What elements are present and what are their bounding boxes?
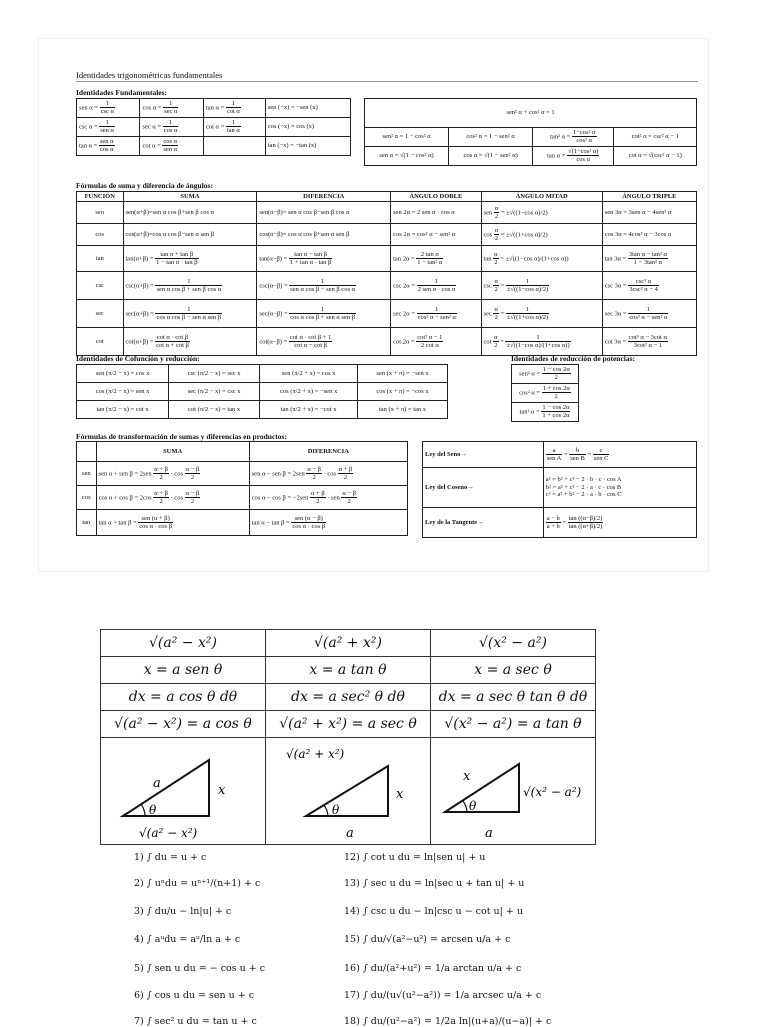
col-diferencia: DIFERENCIA <box>257 192 391 202</box>
tri1-hyp: a <box>153 776 161 791</box>
integral-left-7: 7) ∫ sec² u du = tan u + c <box>134 1016 257 1027</box>
fundamental-table: sen α = 1 csc α cos α = 1 sec α tan α = $\frac{1}{\text{cot α}}$ sen (−x) = −sen (x) csc α = 1 sen α sec α = $\frac{1}{\text{cos α}}$ cot α = $\frac{1}{\text{tan α}}$ cos (−x) = cos (x) tan α = sen α cos α cot α = cos α sen α tan (−x) = −tan (x) <box>76 98 351 156</box>
integral-left-5: 5) ∫ sen u du = − cos u + c <box>134 963 266 974</box>
law-coseno: Ley del Coseno→ <box>423 468 544 508</box>
integral-right-15: 15) ∫ du/√(a²−u²) = arcsen u/a + c <box>344 934 511 945</box>
triangle-diagram-1 <box>101 738 266 844</box>
fn-cot: cot <box>77 328 124 356</box>
law-tangente: Ley de la Tangente→ <box>423 508 544 538</box>
sub-dx-2: dx = a sec² θ dθ <box>265 684 430 711</box>
prod-col-diferencia: DIFERENCIA <box>249 442 407 462</box>
pow-title: Identidades de reducción de potencias: <box>511 354 636 363</box>
sub-result-2: √(a² + x²) = a sec θ <box>265 711 430 738</box>
sub-header-2: √(a² + x²) <box>265 630 430 657</box>
title-rule <box>76 81 698 82</box>
sheet-title: Identidades trigonométricas fundamentales <box>76 70 223 80</box>
integral-right-12: 12) ∫ cot u du = ln|sen u| + u <box>344 852 486 863</box>
fund-title: Identidades Fundamentales: <box>76 88 168 97</box>
sub-header-3: √(x² − a²) <box>430 630 595 657</box>
pyth-main: sen² α + cos² α = 1 <box>365 99 697 128</box>
sum-title: Fórmulas de suma y diferencia de ángulos: <box>76 181 213 190</box>
sub-result-1: √(a² − x²) = a cos θ <box>101 711 266 738</box>
col-suma: SUMA <box>123 192 257 202</box>
integral-right-17: 17) ∫ du/(u√(u²−a²)) = 1/a arcsec u/a + c <box>344 990 542 1001</box>
sub-dx-1: dx = a cos θ dθ <box>101 684 266 711</box>
sub-header-1: √(a² − x²) <box>101 630 266 657</box>
prod-col-suma: SUMA <box>96 442 249 462</box>
prod-row-tan: tan <box>77 510 97 536</box>
tri3-hyp: x <box>462 769 471 784</box>
cof-title: Identidades de Cofunción y reducción: <box>76 354 200 363</box>
integral-right-18: 18) ∫ du/(u²−a²) = 1/2a ln|(u+a)/(u−a)| + c <box>344 1016 552 1027</box>
integral-left-6: 6) ∫ cos u du = sen u + c <box>134 990 255 1001</box>
integral-left-2: 2) ∫ uⁿdu = uⁿ⁺¹/(n+1) + c <box>134 878 261 889</box>
sub-x-2: x = a tan θ <box>265 657 430 684</box>
cofunction-table: sen (π/2 − x) = cos x csc (π/2 − x) = sec x sen (π/2 + x) = cos x sen (x + π) = −sen x cos (π/2 − x) = sen x sec (π/2 − x) = csc x cos (π/2 + x) = −sen x cos (x + π) = −cos x tan (π/2 − x) = cot x cot (π/2 − x) = tan x tan (π/2 + x) = −cot x tan (x + π) = tan x <box>76 364 448 419</box>
prod-row-cos: cos <box>77 486 97 510</box>
triangle-diagram-3 <box>431 738 596 844</box>
col-mitad: ÁNGULO MITAD <box>481 192 602 202</box>
integral-formulas <box>134 852 634 1027</box>
triangle-cell-1 <box>101 738 266 845</box>
tri3-adj: a <box>484 826 493 841</box>
trig-substitution-table <box>100 629 596 845</box>
tri2-opp: x <box>395 787 404 802</box>
integral-right-14: 14) ∫ csc u du − ln|csc u − cot u| + u <box>344 906 523 917</box>
col-funcion: FUNCIÓN <box>77 192 124 202</box>
tri1-angle: θ <box>149 803 157 817</box>
fn-cos: cos <box>77 224 124 246</box>
tri1-opp: x <box>218 783 226 798</box>
tri3-angle: θ <box>468 799 477 813</box>
integral-right-16: 16) ∫ du/(a²+u²) = 1/a arctan u/a + c <box>344 963 522 974</box>
tri2-angle: θ <box>331 803 340 817</box>
tri1-adj: √(a² − x²) <box>139 826 198 840</box>
tri3-opp: √(x² − a²) <box>522 785 582 799</box>
col-doble: ÁNGULO DOBLE <box>391 192 481 202</box>
triangle-diagram-2 <box>266 738 431 844</box>
fn-sen: sen <box>77 202 124 224</box>
triangle-cell-2 <box>265 738 430 845</box>
sub-dx-3: dx = a sec θ tan θ dθ <box>430 684 595 711</box>
fn-tan: tan <box>77 246 124 272</box>
tri2-adj: a <box>345 826 354 841</box>
product-table: SUMA DIFERENCIA sen sen α + sen β = 2sen $\frac{\alpha + \beta}{2}$ · cos $\frac{\alpha - \beta}{2}$ sen α − sen β = 2sen $\frac{\alpha - \beta}{2}$ · cos $\frac{\alpha + \beta}{2}$ cos cos α + cos β = 2cos $\frac{\alpha + \beta}{2}$ · cos $\frac{\alpha - \beta}{2}$ cos α − cos β = −2sen $\frac{\alpha + \beta}{2}$ · sen $\frac{\alpha - \beta}{2}$ tan tan α + tan β = sen (α + β) cos α · cos β tan α − tan β = sen (α − β) cos α · cos β <box>76 441 408 536</box>
sub-x-1: x = a sen θ <box>101 657 266 684</box>
pythagorean-table: sen² α + cos² α = 1 sen² α = 1 − cos² α cos² α = 1 − sen² α tan² α = $\frac{\text{1−cos² α}}{\text{cos² α}}$ cot² α = csc² α − 1 sen α = √(1 − cos² α) cos α = √(1 − sen² α) tan α = $\frac{\text{√(1−cos² α)}}{\text{cos α}}$ cot α = √(csc² α − 1) <box>364 98 697 166</box>
sub-x-3: x = a sec θ <box>430 657 595 684</box>
fn-sec: sec <box>77 300 124 328</box>
laws-table: Ley del Seno→ a sen A = b sen B = c sen C Ley del Coseno→ a² = b² + c² − 2 · b · c · cos A b² = a² + c² − 2 · a · c · cos B c² = a² + b² − 2 · a · b · cos C Ley de la Tangente→ $\frac{a - b}{a + b}$ = $\frac{\tan ((\alpha-\beta)/2)}{\tan ((\alpha+\beta)/2)}$ <box>422 441 697 538</box>
integral-left-4: 4) ∫ aᵘdu = aᵘ/ln a + c <box>134 934 241 945</box>
tri2-hyp: √(a² + x²) <box>285 747 345 761</box>
sub-result-3: √(x² − a²) = a tan θ <box>430 711 595 738</box>
col-triple: ÁNGULO TRIPLE <box>602 192 696 202</box>
integral-left-1: 1) ∫ du = u + c <box>134 852 207 863</box>
triangle-cell-3 <box>430 738 595 845</box>
power-reduction-table: sen² α = $\frac{1 - \cos 2\alpha}{2}$ cos² α = $\frac{1 + \cos 2\alpha}{2}$ tan² α = $\frac{1 - \cos 2\alpha}{1 + \cos 2\alpha}$ <box>511 364 579 422</box>
law-seno: Ley del Seno→ <box>423 442 544 468</box>
prod-row-sen: sen <box>77 462 97 486</box>
integral-left-3: 3) ∫ du/u − ln|u| + c <box>134 906 232 917</box>
sum-difference-table: FUNCIÓN SUMA DIFERENCIA ÁNGULO DOBLE ÁNGULO MITAD ÁNGULO TRIPLE sen sen(α+β)=sen α cos β+sen β cos α sen(α−β)= sen α cos β−sen β cos α sen 2α = 2 sen α · cos α sen $\frac{\alpha}{2}$ = ±√((1−cos α)/2) sen 3α = 3sen α − 4sen³ α cos cos(α+β)=cos α cos β−sen α sen β cos(α−β)= cos α cos β+sen α sen β cos 2α = cos² α − sen² α cos $\frac{\alpha}{2}$ = ±√((1+cos α)/2) cos 3α = 4cos³ α − 3cos α tan tan(α+β) = $\frac{\text{tan α + tan β}}{\text{1 − tan α · tan β}}$ tan(α−β) = $\frac{\text{tan α − tan β}}{\text{1 + tan α · tan β}}$ tan 2α = $\frac{\text{2 tan α}}{\text{1 − tan² α}}$ tan $\frac{\alpha}{2}$ = ±√((1−cos α)/(1+cos α)) tan 3α = $\frac{\text{3tan α − tan³ α}}{\text{1 − 3tan² α}}$ csc csc(α+β) = 1 sen α cos β + sen β cos α csc(α−β) = 1 sen α cos β − sen β cos α csc 2α = 1 2 sen α · cos α csc $\frac{\alpha}{2}$ = $\frac{1}{\text{±√((1−cos α)/2)}}$ csc 3α = csc³ α 3csc² α − 4 sec sec(α+β) = 1 cos α cos β − sen α sen β sec(α−β) = 1 cos α cos β + sen α sen β sec 2α = 1 cos² α − sen² α sec $\frac{\alpha}{2}$ = $\frac{1}{\text{±√((1+cos α)/2)}}$ sec 3α = 1 cos³ α − sen² α cot cot(α+β) = $\frac{\text{cot α · cot β}}{\text{cot α + cot β}}$ cot(α−β) = $\frac{\text{cot α · cot β + 1}}{\text{cot α − cot β}}$ cot 2α = $\frac{\text{cot² α − 1}}{\text{2 cot α}}$ cot $\frac{\alpha}{2}$ = $\frac{1}{\text{±√((1−cos α)/(1+cos α))}}$ cot 3α = $\frac{\text{cot³ α − 3cot α}}{\text{3cot² α − 1}}$ <box>76 191 697 356</box>
prod-title: Fórmulas de transformación de sumas y diferencias en productos: <box>76 432 287 441</box>
integral-right-13: 13) ∫ sec u du = ln|sec u + tan u| + u <box>344 878 525 889</box>
fn-csc: csc <box>77 272 124 300</box>
